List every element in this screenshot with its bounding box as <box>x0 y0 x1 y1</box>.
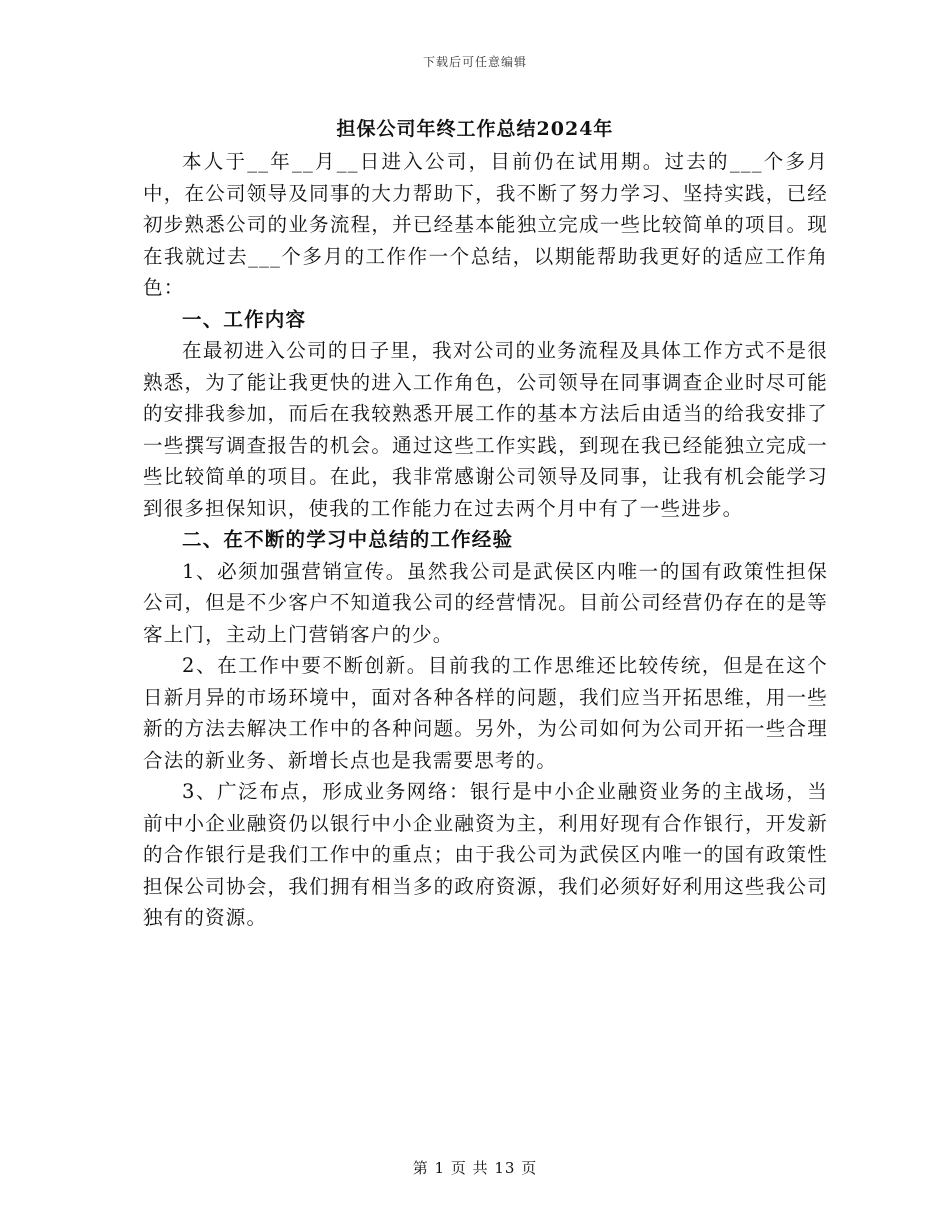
document-title: 担保公司年终工作总结2024年 <box>336 118 614 140</box>
intro-paragraph: 本人于__年__月__日进入公司，目前仍在试用期。过去的___个多月中，在公司领导及同事的大力帮助下，我不断了努力学习、坚持实践，已经初步熟悉公司的业务流程，并已经基本能独立完成一些比较简单的项目。现在我就过去___个多月的工作作一个总结，以期能帮助我更好的适应工作角色： <box>143 150 828 299</box>
page-indicator: 第 1 页 共 13 页 <box>412 1159 538 1177</box>
section-heading-experience: 二、在不断的学习中总结的工作经验 <box>182 528 514 551</box>
experience-item-1: 1、必须加强营销宣传。虽然我公司是武侯区内唯一的国有政策性担保公司，但是不少客户不知道我公司的经营情况。目前公司经营仍存在的是等客上门，主动上门营销客户的少。 <box>143 559 828 646</box>
experience-item-2: 2、在工作中要不断创新。目前我的工作思维还比较传统，但是在这个日新月异的市场环境中，面对各种各样的问题，我们应当开拓思维，用一些新的方法去解决工作中的各种问题。另外，为公司如何为公司开拓一些合理合法的新业务、新增长点也是我需要思考的。 <box>143 654 828 772</box>
experience-item-3: 3、广泛布点，形成业务网络：银行是中小企业融资业务的主战场，当前中小企业融资仍以银行中小企业融资为主，利用好现有合作银行，开发新的合作银行是我们工作中的重点；由于我公司为武侯区内唯一的国有政策性担保公司协会，我们拥有相当多的政府资源，我们必须好好利用这些我公司独有的资源。 <box>143 780 828 929</box>
section-heading-work-content: 一、工作内容 <box>182 307 307 331</box>
work-content-paragraph: 在最初进入公司的日子里，我对公司的业务流程及具体工作方式不是很熟悉，为了能让我更快的进入工作角色，公司领导在同事调查企业时尽可能的安排我参加，而后在我较熟悉开展工作的基本方法后由适当的给我安排了一些撰写调查报告的机会。通过这些工作实践，到现在我已经能独立完成一些比较简单的项目。在此，我非常感谢公司领导及同事，让我有机会能学习到很多担保知识，使我的工作能力在过去两个月中有了一些进步。 <box>143 339 828 520</box>
header-note: 下载后可任意编辑 <box>422 55 527 69</box>
document-body <box>143 146 828 934</box>
